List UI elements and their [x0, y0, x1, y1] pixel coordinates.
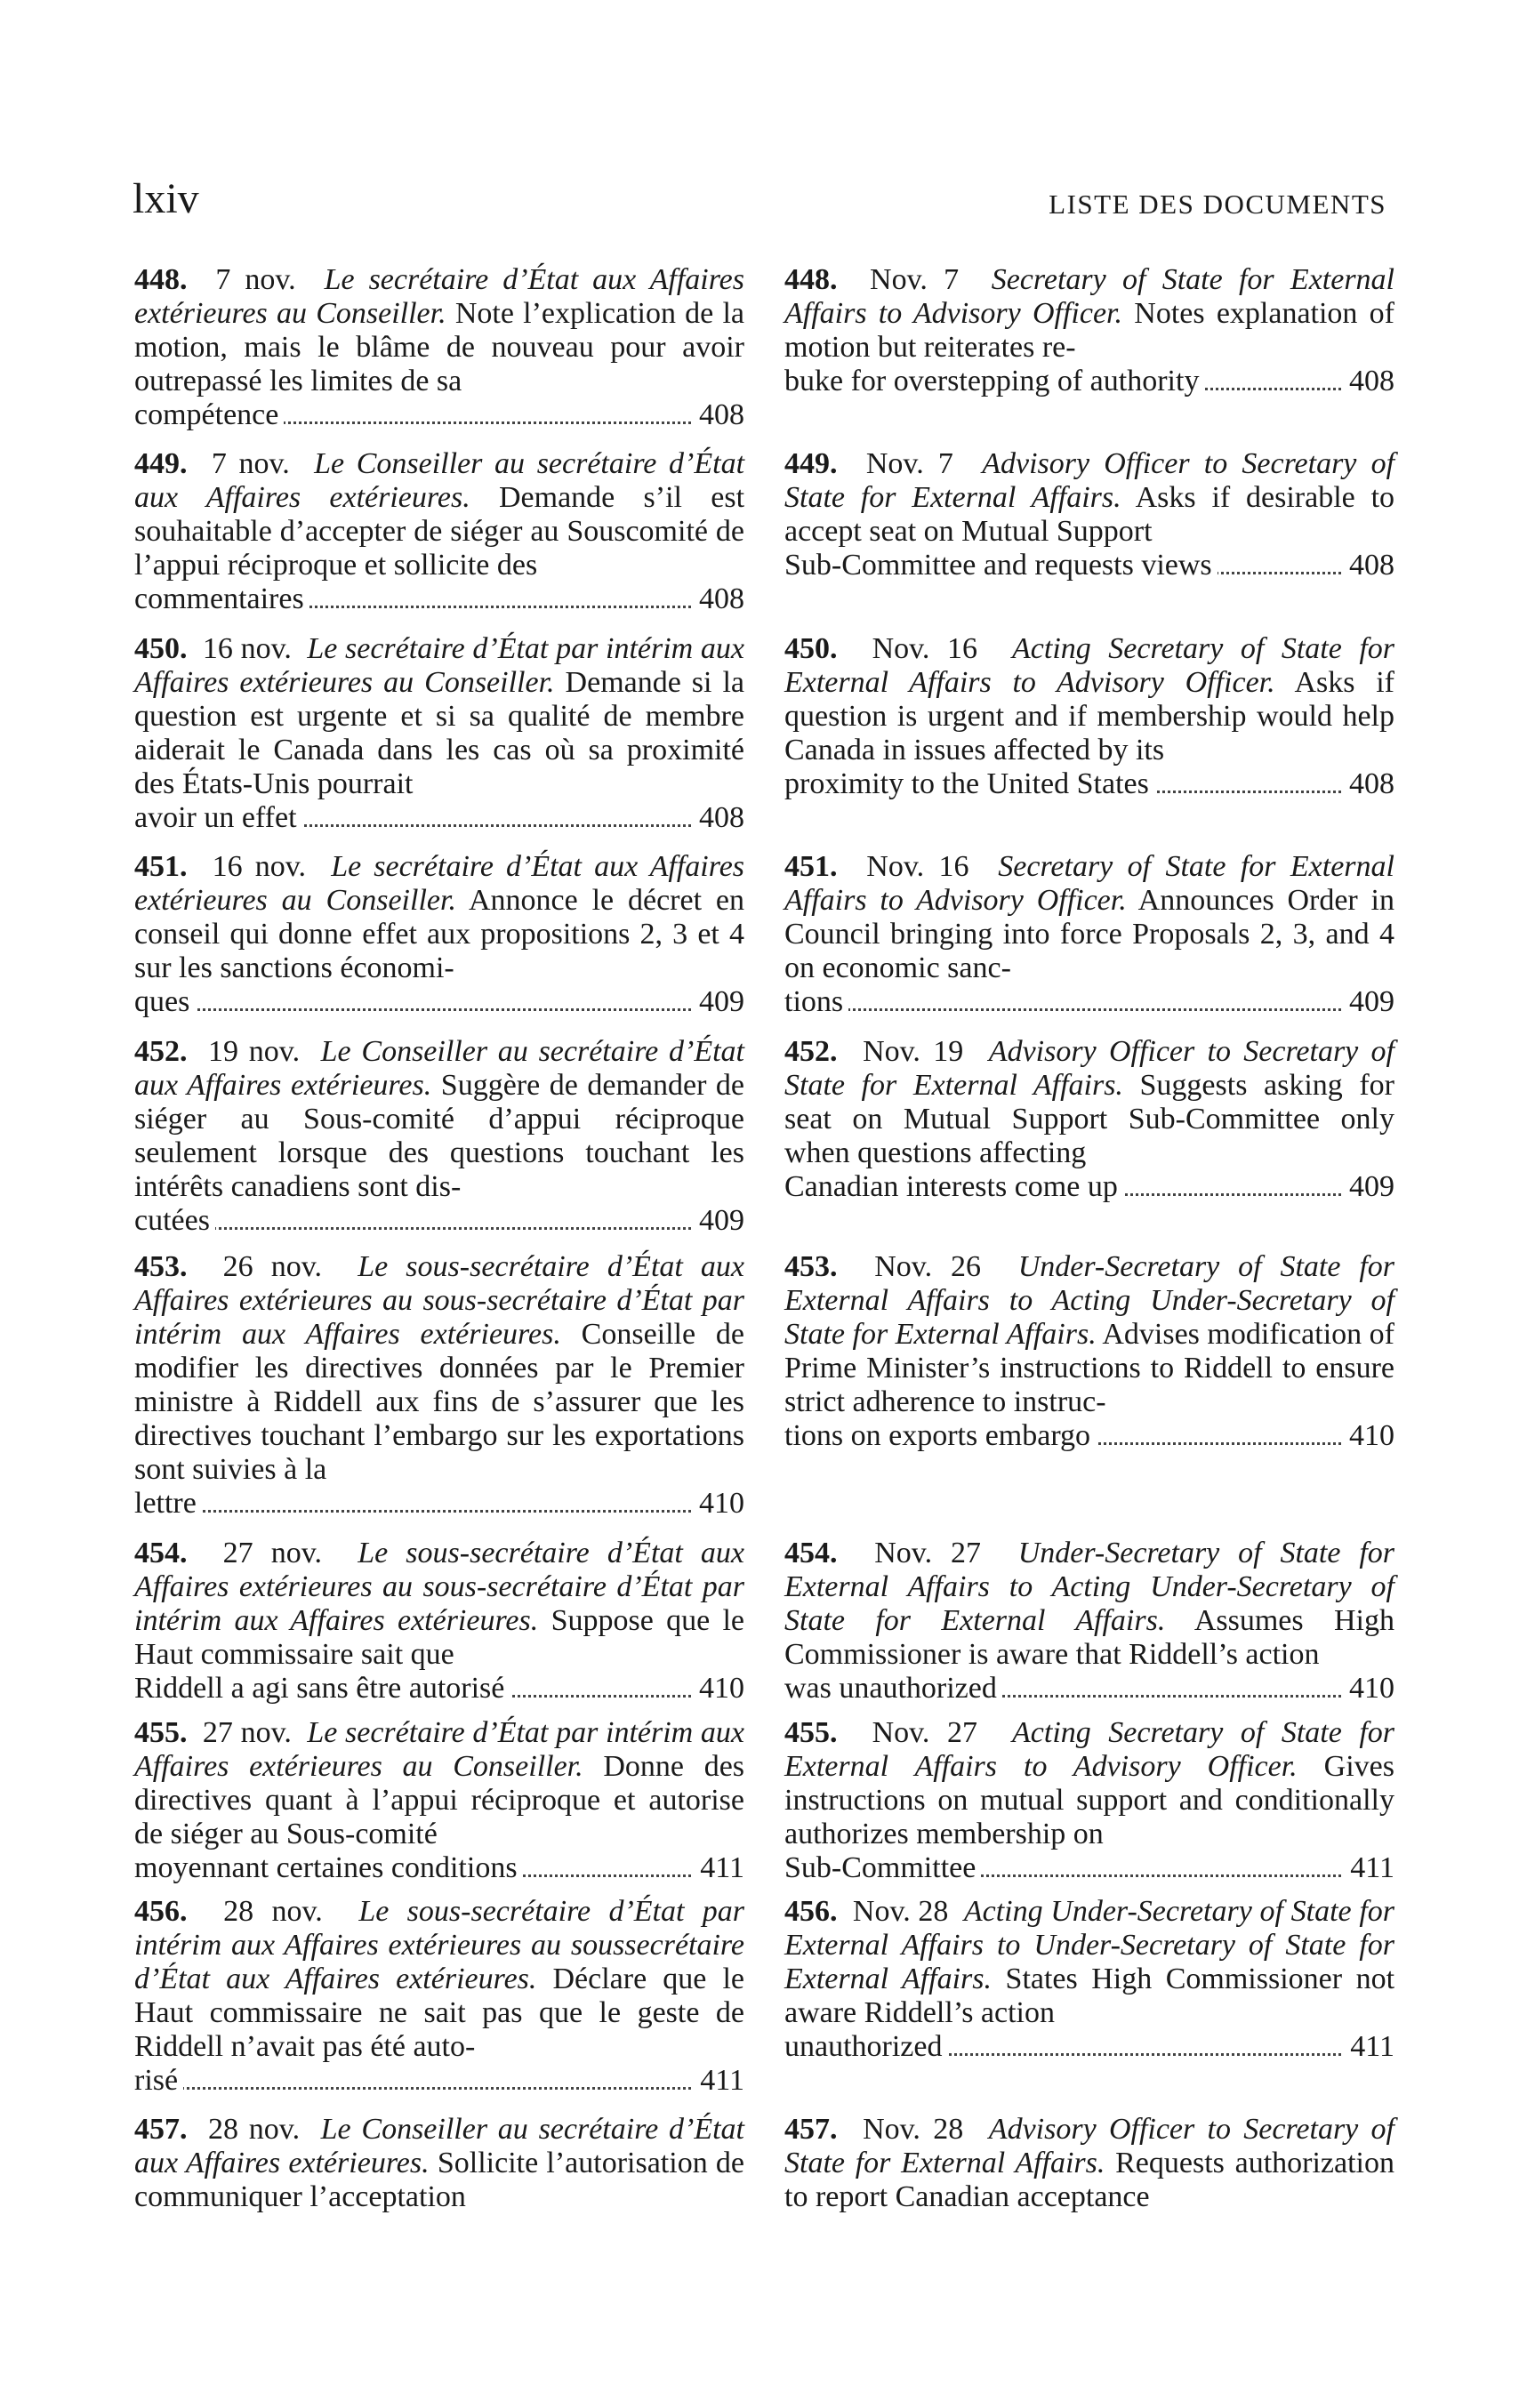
- entry-last-line: tions on exports embargo: [784, 1419, 1096, 1452]
- entry-title: Le secrétaire d’État aux Affaires extérieures au Conseiller.: [134, 850, 745, 917]
- entry-date: 16 nov.: [212, 850, 307, 883]
- entry-number: 453.: [134, 1250, 188, 1283]
- entry-number: 452.: [134, 1035, 188, 1068]
- entry-number: 453.: [784, 1250, 838, 1283]
- entry-last-line: cutées: [134, 1204, 215, 1237]
- entry-date: 7 nov.: [215, 263, 296, 296]
- entry-summary: Demande si la question est urgente et si sa qualité de membre aiderait le Canada dans les cas où sa proximité des États-Unis pourrait: [134, 666, 745, 800]
- entry-title: Acting Secretary of State for External Affairs to Advisory Officer.: [784, 632, 1395, 699]
- entry-fr-453: [134, 1250, 744, 1521]
- entry-date: 7 nov.: [211, 447, 290, 480]
- entry-number: 448.: [784, 263, 838, 296]
- entry-page-ref: 408: [692, 801, 744, 835]
- entry-number: 451.: [784, 850, 838, 883]
- entry-fr-455: [134, 1716, 744, 1885]
- entry-summary: Suggests asking for seat on Mutual Support Sub-Committee only when questions affecting: [784, 1069, 1394, 1169]
- entry-summary: Donne des directives quant à l’appui réciproque et autorise de siéger au Sous-comité: [134, 1750, 745, 1850]
- entry-date: 19 nov.: [208, 1035, 301, 1068]
- entry-title: Acting Under-Secretary of State for External Affairs to Under-Secretary of State for External Affairs.: [784, 1895, 1394, 1995]
- entry-title: Under-Secretary of State for External Affairs to Acting Under-Secretary of State for External Affairs.: [784, 1250, 1394, 1351]
- entry-date: Nov. 28: [852, 1895, 949, 1928]
- entry-fr-457: [134, 2113, 744, 2214]
- entry-fr-449: [134, 447, 744, 616]
- entry-title: Advisory Officer to Secretary of State for External Affairs.: [784, 1035, 1395, 1102]
- entry-date: Nov. 19: [863, 1035, 964, 1068]
- entry-fr-456: [134, 1895, 744, 2098]
- entry-date: 27 nov.: [222, 1537, 323, 1569]
- entry-title: Advisory Officer to Secretary of State for External Affairs.: [784, 447, 1395, 514]
- entry-number: 456.: [784, 1895, 838, 1928]
- entry-fr-454: [134, 1537, 744, 1706]
- entry-number: 457.: [784, 2113, 838, 2146]
- entry-number: 450.: [134, 632, 188, 665]
- entry-title: Acting Secretary of State for External Affairs to Advisory Officer.: [784, 1716, 1395, 1783]
- entry-last-line: compétence: [134, 398, 284, 431]
- entry-page-ref: 410: [1342, 1419, 1394, 1453]
- entry-last-line: buke for overstepping of authority: [784, 365, 1204, 397]
- entry-title: Le secrétaire d’État par intérim aux Affaires extérieures au Conseiller.: [134, 632, 745, 699]
- entry-date: 26 nov.: [222, 1250, 323, 1283]
- entry-number: 455.: [134, 1716, 188, 1749]
- entry-date: Nov. 16: [866, 850, 969, 883]
- entry-page-ref: 408: [692, 398, 744, 432]
- entry-page-ref: 411: [693, 1851, 744, 1885]
- entry-number: 452.: [784, 1035, 838, 1068]
- entry-summary: Assumes High Commissioner is aware that Riddell’s action: [784, 1604, 1394, 1671]
- entry-page-ref: 408: [1342, 365, 1394, 398]
- entry-page-ref: 410: [1342, 1672, 1394, 1706]
- entry-summary: Advises modification of Prime Minister’s instructions to Riddell to ensure strict adherence to instruc-: [784, 1318, 1394, 1418]
- entry-date: Nov. 7: [870, 263, 960, 296]
- entry-summary: States High Commissioner not aware Riddell’s action: [784, 1963, 1395, 2029]
- entry-number: 456.: [134, 1895, 188, 1928]
- entry-date: 27 nov.: [202, 1716, 292, 1749]
- entry-title: Le Conseiller au secrétaire d’État aux Affaires extérieures.: [134, 1035, 745, 1102]
- entry-last-line: moyennant certaines conditions: [134, 1851, 523, 1884]
- entry-last-line: Sub-Committee and requests views: [784, 549, 1218, 582]
- entry-last-line: proximity to the United States: [784, 767, 1154, 800]
- page-number: lxiv: [133, 175, 199, 222]
- entry-summary: Asks if question is urgent and if membership would help Canada in issues affected by its: [784, 666, 1394, 767]
- entry-summary: Requests authorization to report Canadian acceptance: [784, 2147, 1395, 2213]
- entry-fr-448: [134, 263, 744, 432]
- entry-last-line: lettre: [134, 1487, 202, 1520]
- entry-en-451: [784, 850, 1394, 1019]
- entry-summary: Annonce le décret en conseil qui donne effet aux propositions 2, 3 et 4 sur les sanctions économi-: [134, 884, 745, 984]
- entry-summary: Conseille de modifier les directives données par le Premier ministre à Riddell aux fins de s’assurer que les directives touchant l’embargo sur les exportations sont suivies à la: [134, 1318, 744, 1486]
- entry-title: Le Conseiller au secrétaire d’État aux Affaires extérieures.: [134, 447, 745, 514]
- entry-page-ref: 408: [1342, 549, 1394, 582]
- entry-last-line: commentaires: [134, 582, 309, 615]
- entry-page-ref: 410: [692, 1487, 744, 1521]
- entry-date: Nov. 27: [872, 1716, 977, 1749]
- entry-summary: Gives instructions on mutual support and conditionally authorizes membership on: [784, 1750, 1394, 1850]
- entry-number: 451.: [134, 850, 188, 883]
- entry-summary: Announces Order in Council bringing into force Proposals 2, 3, and 4 on economic sanc-: [784, 884, 1394, 984]
- entry-title: Le secrétaire d’État par intérim aux Affaires extérieures au Conseiller.: [134, 1716, 745, 1783]
- entry-last-line: risé: [134, 2064, 183, 2097]
- entry-title: Secretary of State for External Affairs to Advisory Officer.: [784, 263, 1394, 330]
- entry-last-line: Sub-Committee: [784, 1851, 981, 1884]
- entry-date: 16 nov.: [202, 632, 292, 665]
- entry-page-ref: 409: [1342, 1170, 1394, 1204]
- entry-title: Secretary of State for External Affairs to Advisory Officer.: [784, 850, 1394, 917]
- entry-page-ref: 411: [1343, 1851, 1394, 1885]
- entry-page-ref: 411: [1343, 2030, 1394, 2064]
- entry-date: Nov. 7: [865, 447, 953, 480]
- entry-title: Le Conseiller au secrétaire d’État aux Affaires extérieures.: [134, 2113, 745, 2179]
- entry-last-line: was unauthorized: [784, 1672, 1002, 1705]
- entry-last-line: Canadian interests come up: [784, 1170, 1123, 1203]
- entry-summary: Demande s’il est souhaitable d’accepter de siéger au Souscomité de l’appui réciproque et sollicite des: [134, 481, 745, 582]
- entry-number: 450.: [784, 632, 838, 665]
- entry-summary: Suppose que le Haut commissaire sait que: [134, 1604, 745, 1671]
- entry-number: 454.: [134, 1537, 188, 1569]
- entry-date: Nov. 28: [863, 2113, 964, 2146]
- entry-number: 449.: [784, 447, 838, 480]
- entry-title: Le sous-secrétaire d’État aux Affaires extérieures au sous-secrétaire d’État par intérim aux Affaires extérieures.: [134, 1250, 745, 1351]
- entry-title: Advisory Officer to Secretary of State for External Affairs.: [784, 2113, 1395, 2179]
- entry-date: Nov. 16: [872, 632, 977, 665]
- entry-page-ref: 408: [1342, 767, 1394, 801]
- entry-last-line: tions: [784, 985, 848, 1018]
- entry-title: Under-Secretary of State for External Affairs to Acting Under-Secretary of State for External Affairs.: [784, 1537, 1394, 1637]
- entry-title: Le sous-secrétaire d’État par intérim aux Affaires extérieures au soussecrétaire d’État aux Affaires extérieures.: [134, 1895, 744, 1995]
- entry-en-456: [784, 1895, 1394, 2064]
- entry-number: 449.: [134, 447, 188, 480]
- entry-last-line: ques: [134, 985, 195, 1018]
- entry-title: Le sous-secrétaire d’État aux Affaires extérieures au sous-secrétaire d’État par intérim aux Affaires extérieures.: [134, 1537, 745, 1637]
- entry-last-line: Riddell a agi sans être autorisé: [134, 1672, 510, 1705]
- entry-number: 448.: [134, 263, 188, 296]
- entry-last-line: unauthorized: [784, 2030, 948, 2063]
- entry-en-449: [784, 447, 1394, 582]
- entry-date: Nov. 26: [874, 1250, 981, 1283]
- entry-number: 454.: [784, 1537, 838, 1569]
- entry-en-448: [784, 263, 1394, 398]
- entry-page-ref: 409: [1342, 985, 1394, 1019]
- entry-number: 455.: [784, 1716, 838, 1749]
- entry-en-450: [784, 632, 1394, 801]
- entry-last-line: avoir un effet: [134, 801, 302, 834]
- entry-summary: Suggère de demander de siéger au Sous-comité d’appui réciproque seulement lorsque des questions touchant les intérêts canadiens sont dis-: [134, 1069, 745, 1203]
- entry-summary: Sollicite l’autorisation de communiquer l’acceptation: [134, 2147, 745, 2213]
- entry-page-ref: 408: [692, 582, 744, 616]
- entry-en-452: [784, 1035, 1394, 1204]
- entry-page-ref: 409: [692, 1204, 744, 1238]
- entry-en-454: [784, 1537, 1394, 1706]
- entry-page-ref: 409: [692, 985, 744, 1019]
- entry-page-ref: 411: [693, 2064, 744, 2098]
- entry-en-457: [784, 2113, 1394, 2214]
- entry-summary: Notes explanation of motion but reiterates re-: [784, 297, 1394, 364]
- entry-date: 28 nov.: [223, 1895, 323, 1928]
- entry-page-ref: 410: [692, 1672, 744, 1706]
- entry-summary: Asks if desirable to accept seat on Mutual Support: [784, 481, 1395, 548]
- entry-date: Nov. 27: [874, 1537, 981, 1569]
- entry-fr-452: [134, 1035, 744, 1238]
- entry-en-453: [784, 1250, 1394, 1453]
- entry-summary: Note l’explication de la motion, mais le blâme de nouveau pour avoir outrepassé les limites de sa: [134, 297, 745, 397]
- entry-en-455: [784, 1716, 1394, 1885]
- running-title: LISTE DES DOCUMENTS: [1049, 189, 1386, 220]
- entry-date: 28 nov.: [208, 2113, 301, 2146]
- entry-fr-451: [134, 850, 744, 1019]
- entry-number: 457.: [134, 2113, 188, 2146]
- entry-title: Le secrétaire d’État aux Affaires extérieures au Conseiller.: [134, 263, 744, 330]
- entry-summary: Déclare que le Haut commissaire ne sait pas que le geste de Riddell n’avait pas été auto-: [134, 1963, 744, 2063]
- entry-fr-450: [134, 632, 744, 835]
